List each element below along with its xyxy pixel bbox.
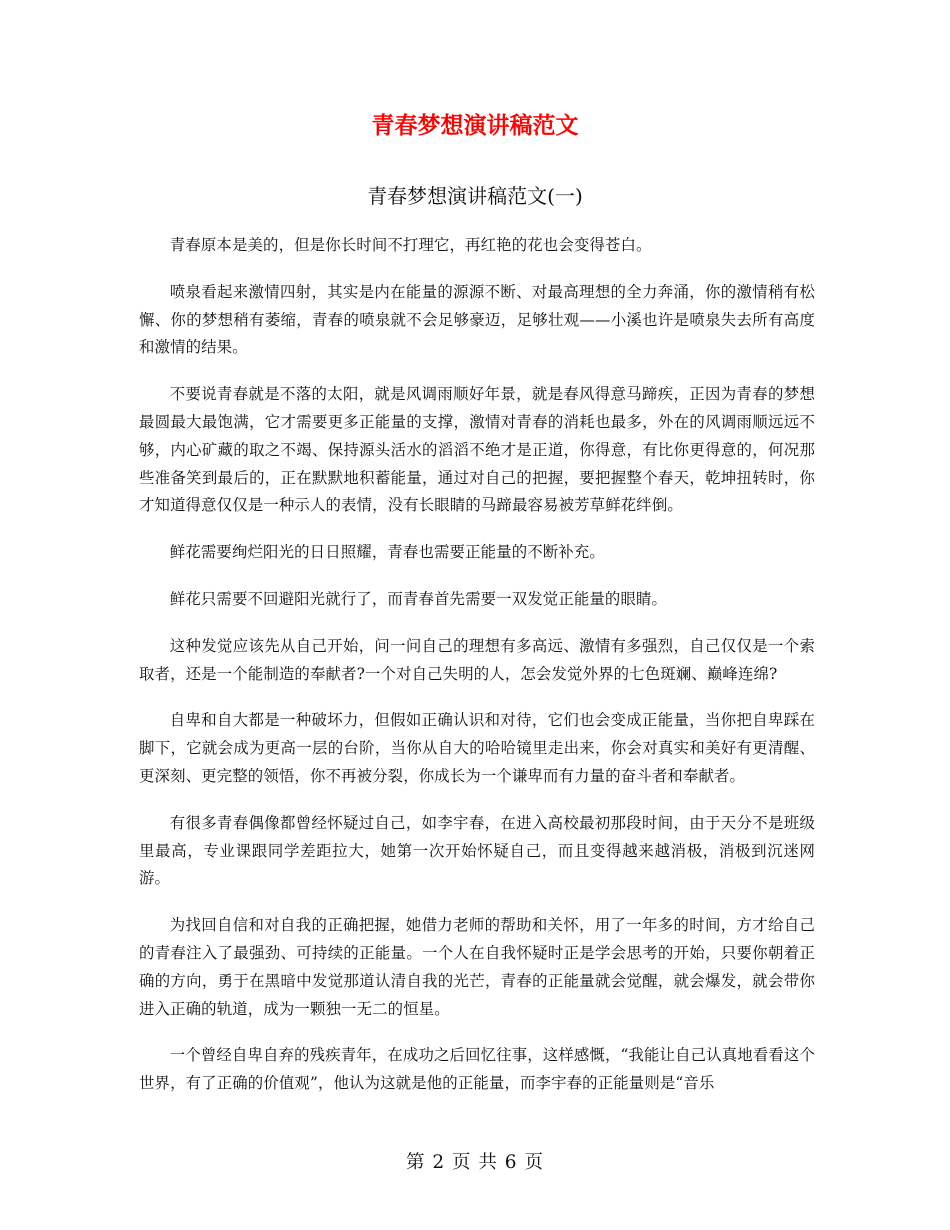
paragraph: 这种发觉应该先从自己开始，问一问自己的理想有多高远、激情有多强烈，自己仅仅是一个索取者，还是一个能制造的奉献者?一个对自己失明的人，怎会发觉外界的七色斑斓、巅峰连绵? bbox=[139, 636, 815, 683]
paragraph: 鲜花只需要不回避阳光就行了，而青春首先需要一双发觉正能量的眼睛。 bbox=[169, 589, 668, 608]
paragraph: 自卑和自大都是一种破坏力，但假如正确认识和对待，它们也会变成正能量，当你把自卑踩在脚下，它就会成为更高一层的台阶，当你从自大的哈哈镜里走出来，你会对真实和美好有更清醒、更深刻、更完整的领悟，你不再被分裂，你成长为一个谦卑而有力量的奋斗者和奉献者。 bbox=[139, 711, 815, 785]
paragraph: 有很多青春偶像都曾经怀疑过自己，如李宇春，在进入高校最初那段时间，由于天分不是班级里最高，专业课跟同学差距拉大，她第一次开始怀疑自己，而且变得越来越消极，消极到沉迷网游。 bbox=[139, 813, 815, 888]
paragraph: 为找回自信和对自我的正确把握，她借力老师的帮助和关怀，用了一年多的时间，方才给自己的青春注入了最强劲、可持续的正能量。一个人在自我怀疑时正是学会思考的开始，只要你朝着正确的方向，勇于在黑暗中发觉那道认清自我的光芒，青春的正能量就会觉醒，就会爆发，就会带你进入正确的轨道，成为一颗独一无二的恒星。 bbox=[139, 916, 815, 1018]
paragraph: 鲜花需要绚烂阳光的日日照耀，青春也需要正能量的不断补充。 bbox=[169, 543, 605, 562]
paragraph: 一个曾经自卑自弃的残疾青年，在成功之后回忆往事，这样感慨，“我能让自己认真地看看这个世界，有了正确的价值观”，他认为这就是他的正能量，而李宇春的正能量则是“音乐 bbox=[139, 1046, 815, 1093]
page-title: 青春梦想演讲稿范文 bbox=[371, 113, 579, 139]
page-number-footer: 第 2 页 共 6 页 bbox=[406, 1152, 544, 1173]
paragraph: 青春原本是美的，但是你长时间不打理它，再红艳的花也会变得苍白。 bbox=[169, 236, 652, 254]
paragraph: 喷泉看起来激情四射，其实是内在能量的源源不断、对最高理想的全力奔涌，你的激情稍有松懈、你的梦想稍有萎缩，青春的喷泉就不会足够豪迈，足够壮观——小溪也许是喷泉失去所有高度和激情的结果。 bbox=[139, 282, 815, 357]
paragraph: 不要说青春就是不落的太阳，就是风调雨顺好年景，就是春风得意马蹄疾，正因为青春的梦想最圆最大最饱满，它才需要更多正能量的支撑，激情对青春的消耗也最多，外在的风调雨顺远远不够，内心矿藏的取之不竭、保持源头活水的滔滔不绝才是正道，你得意，有比你更得意的，何况那些准备笑到最后的，正在默默地积蓄能量，通过对自己的把握，要把握整个春天，乾坤扭转时，你才知道得意仅仅是一种示人的表情，没有长眼睛的马蹄最容易被芳草鲜花绊倒。 bbox=[139, 385, 815, 515]
section-subtitle: 青春梦想演讲稿范文(一) bbox=[367, 184, 583, 208]
document-body bbox=[139, 232, 815, 1117]
